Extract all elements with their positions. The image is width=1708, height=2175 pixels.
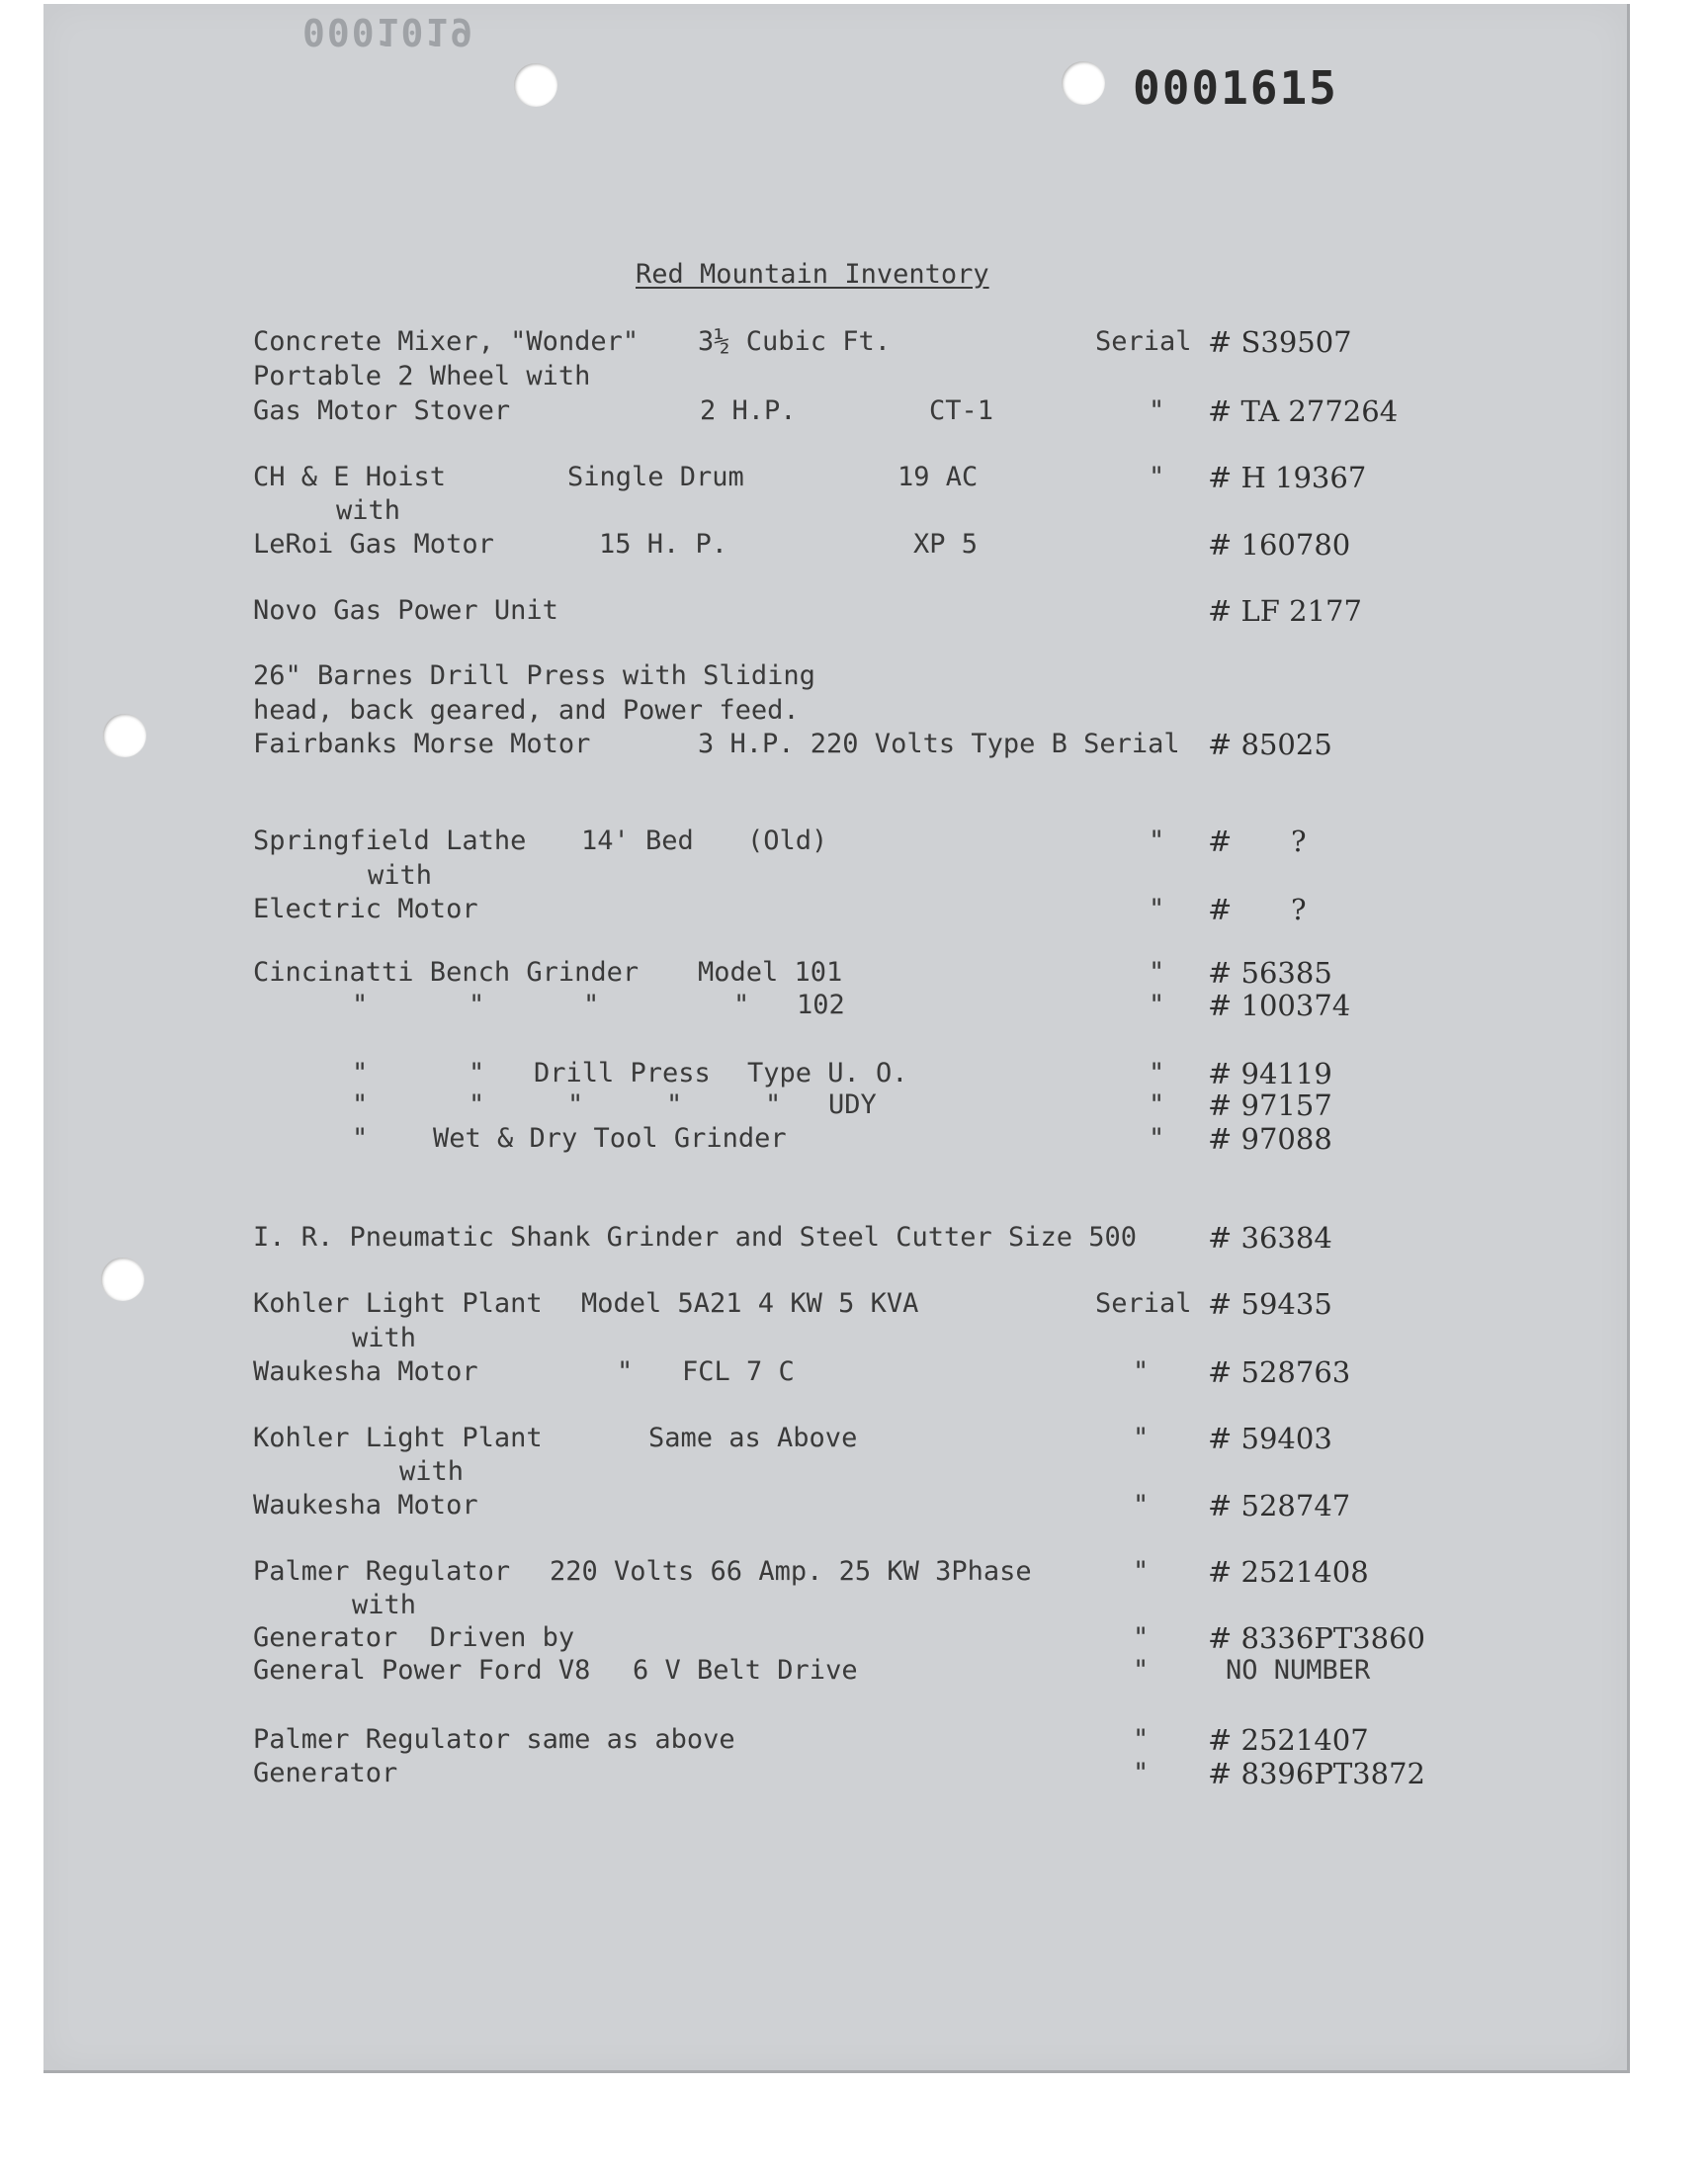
inventory-text: Cincinatti Bench Grinder [253, 957, 640, 988]
inventory-text: Single Drum [567, 462, 744, 492]
inventory-text: " [1133, 1356, 1150, 1387]
inventory-text: UDY [828, 1089, 877, 1120]
inventory-text: I. R. Pneumatic Shank Grinder and Steel Cutter Size 500 [253, 1222, 1138, 1253]
inventory-text: Generator [253, 1758, 398, 1788]
inventory-text: " [1133, 1490, 1150, 1521]
inventory-text: " [352, 990, 369, 1020]
inventory-text: " [583, 990, 600, 1020]
inventory-text: LeRoi Gas Motor [253, 529, 494, 560]
inventory-text: Portable 2 Wheel with [253, 361, 591, 392]
inventory-text: Palmer Regulator [253, 1556, 511, 1587]
inventory-text: 14' Bed [581, 826, 694, 856]
inventory-text: CT-1 [929, 395, 994, 426]
serial-number: # 36384 [1208, 1221, 1332, 1255]
inventory-text: with [352, 1590, 417, 1620]
serial-number: ? [1291, 893, 1307, 926]
inventory-text: " [1149, 990, 1165, 1020]
inventory-text: Model 101 [698, 957, 843, 988]
inventory-text: CH & E Hoist [253, 462, 447, 492]
inventory-text: " [469, 1058, 485, 1088]
serial-number: # [1208, 825, 1233, 858]
punch-hole-left-upper [103, 714, 146, 757]
inventory-text: 19 AC [897, 462, 979, 492]
inventory-text: Same as Above [648, 1423, 858, 1453]
inventory-text: Fairbanks Morse Motor [253, 729, 591, 759]
inventory-text: Palmer Regulator same as above [253, 1724, 735, 1755]
inventory-text: Concrete Mixer, "Wonder" [253, 326, 640, 357]
inventory-text: " [765, 1089, 782, 1120]
inventory-text: (Old) [747, 826, 828, 856]
inventory-text: " [352, 1123, 369, 1154]
inventory-text: Novo Gas Power Unit [253, 595, 558, 626]
inventory-text: " [567, 1089, 584, 1120]
inventory-text: " [469, 990, 485, 1020]
inventory-text: Electric Motor [253, 894, 478, 924]
inventory-text: Generator Driven by [253, 1622, 575, 1653]
serial-number: # [1208, 893, 1233, 926]
serial-number: # 2521408 [1208, 1555, 1369, 1589]
inventory-text: 26" Barnes Drill Press with Sliding [253, 660, 815, 691]
inventory-text: " [1149, 957, 1165, 988]
inventory-text: " [1133, 1556, 1150, 1587]
serial-number: # 528747 [1208, 1489, 1351, 1522]
serial-number: # 8396PT3872 [1208, 1757, 1425, 1790]
inventory-text: XP 5 [913, 529, 979, 560]
serial-number: ? [1291, 825, 1307, 858]
serial-number: # 160780 [1208, 528, 1351, 562]
document-number-stamp-faded: 0001019 [302, 10, 475, 53]
serial-number: # LF 2177 [1208, 594, 1362, 628]
inventory-text: " [1149, 894, 1165, 924]
inventory-text: " [1149, 462, 1165, 492]
serial-number: # H 19367 [1208, 461, 1367, 494]
inventory-text: " [352, 1058, 369, 1088]
serial-number: # 94119 [1208, 1057, 1332, 1090]
inventory-text: NO NUMBER [1226, 1655, 1371, 1686]
inventory-text: 3½ Cubic Ft. [698, 326, 892, 357]
serial-number: # 85025 [1208, 728, 1332, 761]
inventory-text: with [368, 860, 433, 891]
serial-number: # 97157 [1208, 1088, 1332, 1122]
serial-number: # 56385 [1208, 956, 1332, 990]
inventory-text: head, back geared, and Power feed. [253, 695, 800, 726]
serial-number: # TA 277264 [1208, 394, 1399, 428]
inventory-text: 220 Volts 66 Amp. 25 KW 3Phase [550, 1556, 1032, 1587]
inventory-text: " [1149, 395, 1165, 426]
inventory-text: " [1133, 1758, 1150, 1788]
inventory-text: with [399, 1456, 465, 1487]
inventory-text: Wet & Dry Tool Grinder [433, 1123, 787, 1154]
serial-number: # 2521407 [1208, 1723, 1369, 1757]
inventory-text: " [1149, 1058, 1165, 1088]
inventory-text: " [617, 1356, 634, 1387]
inventory-text: " [352, 1089, 369, 1120]
punch-hole-top-right [1062, 61, 1105, 105]
inventory-text: Waukesha Motor [253, 1490, 478, 1521]
serial-number: # 97088 [1208, 1122, 1332, 1156]
inventory-text: Model 5A21 4 KW 5 KVA [581, 1288, 919, 1319]
inventory-text: " [733, 990, 750, 1020]
inventory-text: 15 H. P. [599, 529, 728, 560]
inventory-text: Kohler Light Plant [253, 1423, 543, 1453]
inventory-text: Kohler Light Plant [253, 1288, 543, 1319]
inventory-text: " [666, 1089, 683, 1120]
inventory-text: Springfield Lathe [253, 826, 527, 856]
serial-number: # 528763 [1208, 1355, 1351, 1389]
inventory-text: " [1133, 1622, 1150, 1653]
inventory-text: Type U. O. [747, 1058, 908, 1088]
inventory-text: Serial [1095, 326, 1192, 357]
inventory-text: Serial [1095, 1288, 1192, 1319]
serial-number: # S39507 [1208, 325, 1352, 359]
serial-number: # 8336PT3860 [1208, 1621, 1425, 1655]
document-number-stamp: 0001615 [1133, 61, 1338, 115]
inventory-text: " [1149, 1123, 1165, 1154]
inventory-text: Waukesha Motor [253, 1356, 478, 1387]
inventory-text: 6 V Belt Drive [633, 1655, 858, 1686]
inventory-text: " [1149, 1089, 1165, 1120]
inventory-text: FCL 7 C [682, 1356, 795, 1387]
inventory-text: 102 [797, 990, 845, 1020]
serial-number: # 59403 [1208, 1422, 1332, 1455]
serial-number: # 100374 [1208, 989, 1351, 1022]
inventory-text: " [1149, 826, 1165, 856]
inventory-text: " [1133, 1655, 1150, 1686]
punch-hole-left-lower [101, 1258, 144, 1301]
inventory-text: " [469, 1089, 485, 1120]
inventory-text: Drill Press [534, 1058, 711, 1088]
inventory-text: 3 H.P. 220 Volts Type B Serial [698, 729, 1180, 759]
inventory-text: General Power Ford V8 [253, 1655, 591, 1686]
inventory-text: with [336, 495, 401, 526]
inventory-text: with [352, 1323, 417, 1353]
punch-hole-top-left [514, 63, 557, 107]
inventory-text: Gas Motor Stover [253, 395, 511, 426]
inventory-text: " [1133, 1423, 1150, 1453]
page-title: Red Mountain Inventory [636, 259, 989, 290]
serial-number: # 59435 [1208, 1287, 1332, 1321]
inventory-text: 2 H.P. [700, 395, 797, 426]
inventory-text: " [1133, 1724, 1150, 1755]
